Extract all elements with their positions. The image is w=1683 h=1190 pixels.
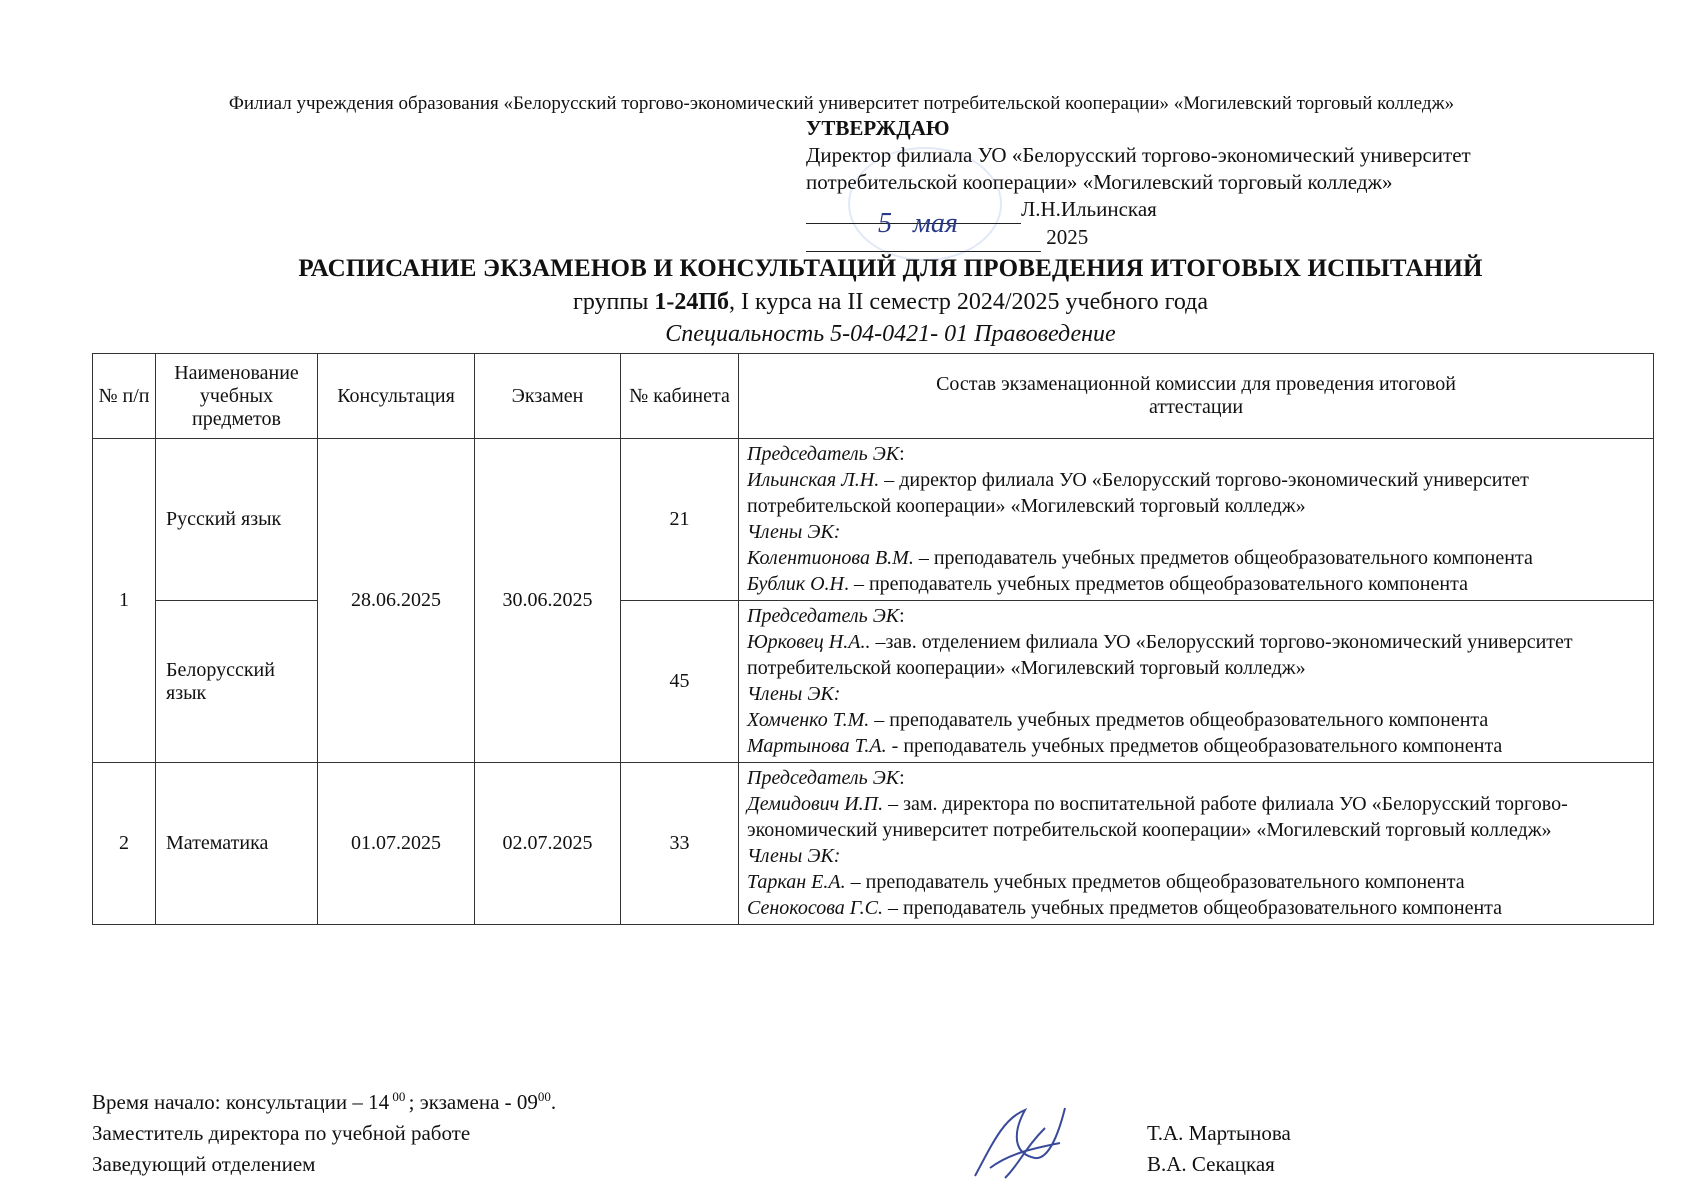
signature-icon: [965, 1098, 1075, 1186]
approve-year: 2025: [1046, 225, 1089, 249]
header-num: № п/п: [93, 354, 156, 439]
head-name: В.А. Секацкая: [1147, 1152, 1275, 1176]
page-title: РАСПИСАНИЕ ЭКЗАМЕНОВ И КОНСУЛЬТАЦИЙ ДЛЯ ПРОВЕДЕНИЯ ИТОГОВЫХ ИСПЫТАНИЙ: [298, 255, 1483, 282]
approve-name: Л.Н.Ильинская: [1021, 197, 1157, 221]
table-row: [93, 763, 1654, 925]
row-num: 2: [93, 763, 156, 925]
consultation-date: 01.07.2025: [318, 763, 475, 925]
room-number: 21: [621, 439, 739, 601]
row-num: 1: [93, 439, 156, 763]
approve-line-1: Директор филиала УО «Белорусский торгово-экономический университет: [806, 143, 1471, 167]
group-code: 1-24Пб: [654, 289, 730, 315]
header-commission: Состав экзаменационной комиссии для проведения итоговой аттестации: [739, 354, 1654, 439]
footer: [92, 1081, 1332, 1180]
approve-line-2: потребительской кооперации» «Могилевский торговый колледж»: [806, 170, 1393, 194]
table-header-row: [93, 354, 1654, 439]
header-subject: Наименование учебных предметов: [156, 354, 318, 439]
schedule-table: [92, 353, 1654, 925]
header-exam: Экзамен: [475, 354, 621, 439]
deputy-line: Заместитель директора по учебной работе Т.А. Мартынова: [92, 1118, 1332, 1149]
room-number: 45: [621, 601, 739, 763]
handwritten-date: 5 мая: [878, 208, 958, 239]
subject-name: Белорусский язык: [156, 601, 318, 763]
subject-name: Математика: [156, 763, 318, 925]
specialty-line: Специальность 5-04-0421- 01 Правоведение: [665, 321, 1116, 347]
exam-date: 02.07.2025: [475, 763, 621, 925]
commission-cell: Председатель ЭК: Ильинская Л.Н. – директор филиала УО «Белорусский торгово-экономический университет потребительской кооперации» «Могилевский торговый колледж» Члены ЭК: Колентионова В.М. – преподаватель учебных предметов общеобразовательного компонента Бублик О.Н. – преподаватель учебных предметов общеобразовательного компонента: [739, 439, 1654, 601]
time-line: Время начало: консультации – 14 $^{00}$ ; экзамена - $09^{00}$.: [92, 1089, 557, 1114]
group-line: группы 1-24Пб, I курса на II семестр 2024/2025 учебного года: [573, 289, 1208, 315]
commission-cell: Председатель ЭК: Юрковец Н.А.. –зав. отделением филиала УО «Белорусский торгово-экономический университет потребительской кооперации» «Могилевский торговый колледж» Члены ЭК: Хомченко Т.М. – преподаватель учебных предметов общеобразовательного компонента Мартынова Т.А. - преподаватель учебных предметов общеобразовательного компонента: [739, 601, 1654, 763]
commission-cell: Председатель ЭК: Демидович И.П. – зам. директора по воспитательной работе филиала УО «Белорусский торгово-экономический университет потребительской кооперации» «Могилевский торговый колледж» Члены ЭК: Таркан Е.А. – преподаватель учебных предметов общеобразовательного компонента Сенокосова Г.С. – преподаватель учебных предметов общеобразовательного компонента: [739, 763, 1654, 925]
room-number: 33: [621, 763, 739, 925]
deputy-name: Т.А. Мартынова: [1147, 1121, 1291, 1145]
consultation-date: 28.06.2025: [318, 439, 475, 763]
organization-name: Филиал учреждения образования «Белорусский торгово-экономический университет потребительской кооперации» «Могилевский торговый колледж»: [228, 93, 1455, 114]
table-row: [93, 439, 1654, 601]
exam-date: 30.06.2025: [475, 439, 621, 763]
header-room: № кабинета: [621, 354, 739, 439]
header-consultation: Консультация: [318, 354, 475, 439]
approve-title: УТВЕРЖДАЮ: [806, 116, 950, 140]
subject-name: Русский язык: [156, 439, 318, 601]
head-line: Заведующий отделением В.А. Секацкая: [92, 1149, 1332, 1180]
